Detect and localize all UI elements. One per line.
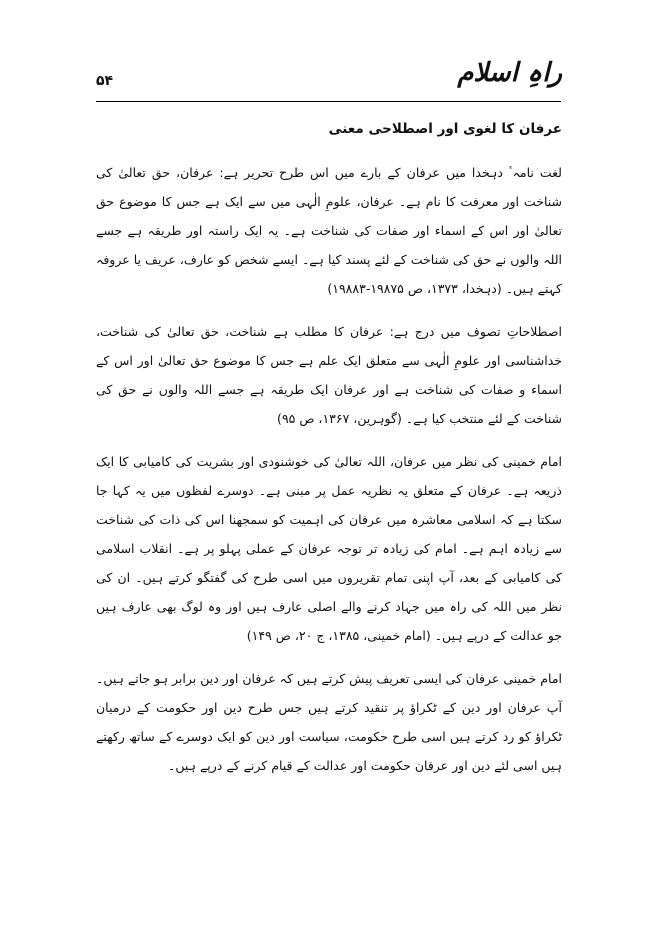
paragraph-sufi-terminology: اصطلاحاتِ تصوف میں درج ہے: عرفان کا مطلب ہے شناخت، حق تعالیٰ کی شناخت، خداشناسی اور علومِ الٰہی سے متعلق ایک علم ہے جس کا موضوع حق تعالیٰ اور اس کے اسماء و صفات کی شناخت ہے اور عرفان ایک طریقہ ہے جسے اللہ والوں نے حق کی شناخت کے لئے منتخب کیا ہے۔ (گوہرین، ۱۳۶۷، ص ۹۵) (96, 324, 562, 426)
paragraph-imam-khomeini-view: امام خمینی کی نظر میں عرفان، اللہ تعالیٰ کی خوشنودی اور بشریت کی کامیابی کا ایک ذریعہ ہے۔ عرفان کے متعلق یہ نظریہ عمل پر مبنی ہے۔ دوسرے لفظوں میں یہ کہا جا سکتا ہے کہ اسلامی معاشرہ میں عرفان کی اہمیت کو سمجھنا اس کی ذات کی شناخت سے زیادہ اہم ہے۔ امام کی زیادہ تر توجہ عرفان کے عملی پہلو پر ہے۔ انقلاب اسلامی کی کامیابی کے بعد، آپ اپنی تمام تقریروں میں اسی طرح کی گفتگو کرتے ہیں۔ ان کی نظر میں اللہ کی راہ میں جہاد کرنے والے اصلی عارف ہیں اور وہ لوگ بھی عارف ہیں جو عدالت کے درپے ہیں۔ (امام خمینی، ۱۳۸۵، ج ۲۰، ص ۱۴۹) (96, 454, 562, 643)
page-header (0, 0, 658, 110)
book-title: راہِ اسلام (457, 58, 562, 88)
page-number: ۵۴ (96, 73, 114, 89)
paragraph-dehkhoda-definition: لغت نامہٴ دہخدا میں عرفان کے بارے میں اس طرح تحریر ہے: عرفان، حق تعالیٰ کی شناخت اور معرفت کا نام ہے۔ عرفان، علومِ الٰہی میں سے ایک ہے جس کا موضوع حق تعالیٰ اور اس کے اسماء اور صفات کی شناخت ہے۔ یہ ایک راستہ اور طریقہ ہے جسے اللہ والوں نے حق کی شناخت کے لئے پسند کیا ہے۔ ایسے شخص کو عارف، عریف یا عروفہ کہتے ہیں۔ (دہخدا، ۱۳۷۳، ص ۱۹۸۷۵-۱۹۸۸۳) (96, 165, 562, 296)
page-body (96, 118, 562, 794)
paragraph-irfan-and-religion: امام خمینی عرفان کی ایسی تعریف پیش کرتے ہیں کہ عرفان اور دین برابر ہو جاتے ہیں۔ آپ عرفان اور دین کے ٹکراؤ پر تنقید کرتے ہیں جس طرح دین اور حکومت کے درمیان ٹکراؤ کو رد کرتے ہیں اسی طرح حکومت، سیاست اور دین کو ایک دوسرے کے ساتھ رکھتے ہیں اسی لئے دین اور عرفان حکومت اور عدالت کے قیام کرنے کے درپے ہیں۔ (96, 671, 562, 773)
section-heading: عرفان کا لغوی اور اصطلاحی معنی (328, 121, 562, 137)
header-divider (96, 101, 561, 102)
